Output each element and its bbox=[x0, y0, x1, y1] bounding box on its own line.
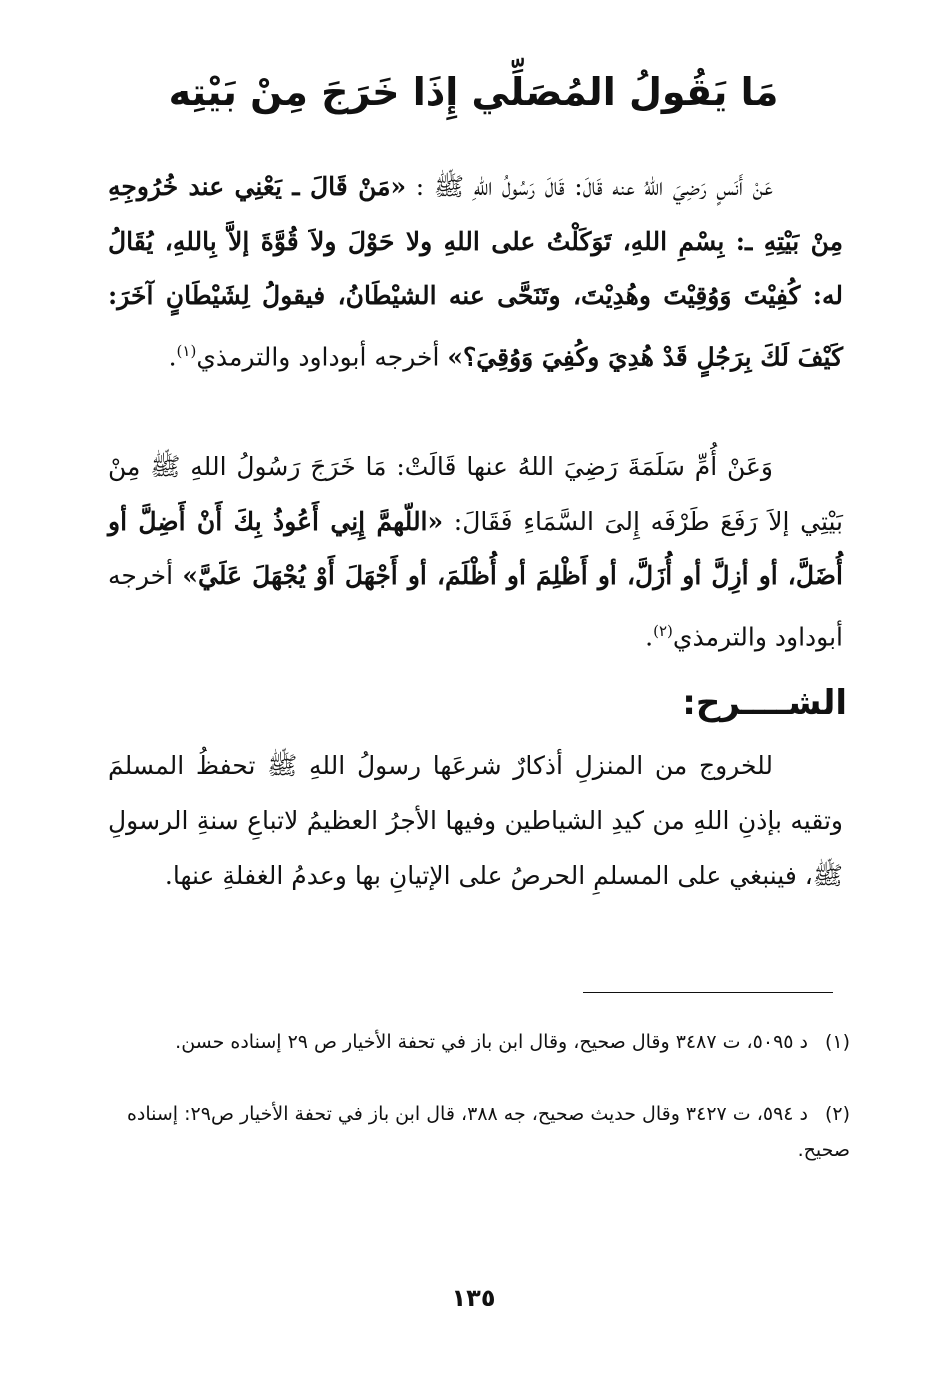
explanation-text: للخروج من المنزلِ أذكارٌ شرعَها رسولُ اللهِ ﷺ تحفظُ المسلمَ وتقيه بإذنِ اللهِ من كيدِ الشياطين وفيها الأجرُ العظيمُ لاتباعِ سنةِ الرسولِ ﷺ، فينبغي على المسلمِ الحرصُ على الإتيانِ بها وعدمُ الغفلةِ عنها. bbox=[108, 751, 843, 890]
chapter-title: مَا يَقُولُ المُصَلِّي إِذَا خَرَجَ مِنْ بَيْتِه bbox=[168, 70, 779, 114]
footnote-ref: (١) bbox=[176, 341, 197, 360]
sentence-end: . bbox=[645, 621, 654, 651]
hadith-source: أخرجه أبوداود والترمذي bbox=[196, 341, 448, 371]
explanation-paragraph bbox=[108, 738, 843, 903]
hadith-text: «اللّهمَّ إِنِي أَعُوذُ بِكَ أَنْ أَضِلَّ أو أُضَلَّ، أو أزِلَّ أو أُزَلَّ، أو أَظْلِمَ أو أُظْلَمَ، أو أَجْهَلَ أَوْ يُجْهَلَ عَلَيَّ» bbox=[108, 506, 843, 590]
footnote-number: (٢) bbox=[824, 1103, 850, 1125]
hadith-intro: وَعَنْ أُمِّ سَلَمَةَ رَضِيَ اللهُ عنها قَالَتْ: مَا خَرَجَ رَسُولُ اللهِ ﷺ مِنْ بَيْتِي إلاَ رَفَعَ طَرْفَه إِلىَ السَّمَاءِ فَقَالَ: bbox=[108, 452, 843, 536]
footnote-1 bbox=[108, 1024, 850, 1060]
page-number: ١٣٥ bbox=[451, 1284, 496, 1312]
hadith-source: أخرجه أبوداود والترمذي bbox=[108, 561, 843, 651]
sentence-end: . bbox=[168, 341, 177, 371]
footnote-2 bbox=[108, 1096, 850, 1168]
footnote-text: د ٥٩٤، ت ٣٤٢٧ وقال حديث صحيح، جه ٣٨٨، قال ابن باز في تحفة الأخيار ص٢٩: إسناده صحيح. bbox=[126, 1103, 850, 1161]
footnote-ref: (٢) bbox=[653, 621, 673, 640]
hadith-text: «مَنْ قَالَ ـ يَعْنِي عند خُرُوجِهِ مِنْ بَيْتِهِ ـ: بِسْمِ اللهِ، تَوَكَلْتُ على اللهِ ولا حَوْلَ ولاَ قُوَّةَ إلاَّ بِاللهِ، يُقَالُ له: كُفِيْتَ وَوُقِيْتَ وهُدِيْتَ، وتَنَحَّى عنه الشيْطَانُ، فيقولُ لِشَيْطَانٍ آخَرَ: كَيْفَ لَكَ بِرَجُلٍ قَدْ هُدِيَ وكُفِيَ وَوُقِيَ؟» bbox=[108, 172, 843, 371]
footnote-number: (١) bbox=[824, 1031, 850, 1053]
footnote-text: د ٥٠٩٥، ت ٣٤٨٧ وقال صحيح، وقال ابن باز في تحفة الأخيار ص ٢٩ إسناده حسن. bbox=[175, 1031, 808, 1053]
hadith-anas bbox=[108, 160, 843, 384]
hadith-intro: عَنْ أَنَسٍ رَضِيَ اللهُ عنه قَالَ: قَالَ رَسُولُ اللهِ ﷺ : bbox=[406, 172, 773, 201]
explanation-heading: الشــــرح: bbox=[682, 683, 847, 723]
hadith-umm-salama bbox=[108, 440, 843, 664]
footnote-divider bbox=[583, 992, 833, 993]
